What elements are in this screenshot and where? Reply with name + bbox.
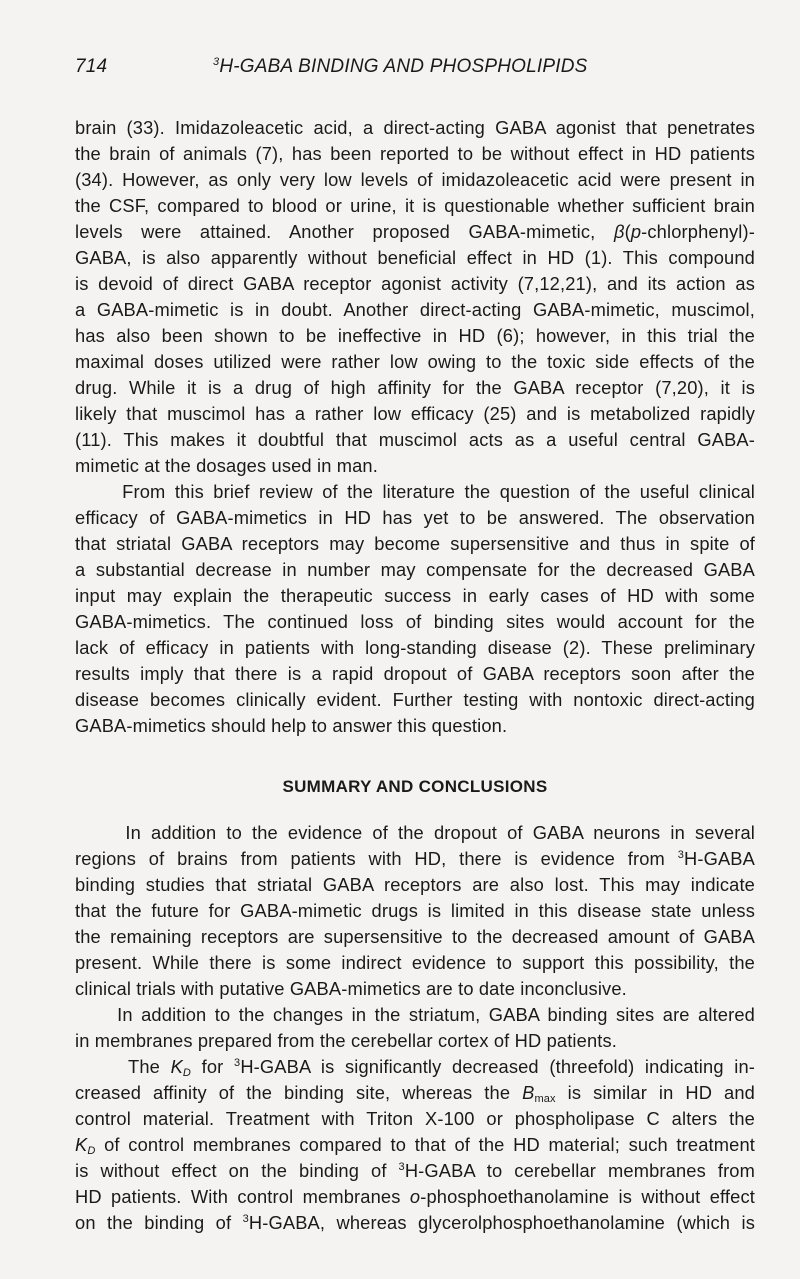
text-line: on the binding of $^3$H-GABA, whereas glycerolphosphoethanolamine (which is (75, 1212, 755, 1233)
text-line: HD patients. With control membranes o-phosphoethanolamine is without effect (75, 1186, 755, 1207)
text-line: input may explain the therapeutic success in early cases of HD with some (75, 585, 755, 606)
text-line: regions of brains from patients with HD, there is evidence from $^3$H-GABA (75, 848, 755, 869)
paragraph-2 (75, 479, 755, 739)
text-line: control material. Treatment with Triton X-100 or phospholipase C alters the (75, 1108, 755, 1129)
paragraph-3 (75, 820, 755, 1002)
text-line: levels were attained. Another proposed GABA-mimetic, β(p-chlorphenyl)- (75, 221, 755, 242)
text-line: lack of efficacy in patients with long-standing disease (2). These preliminary (75, 637, 755, 658)
text-line: a substantial decrease in number may compensate for the decreased GABA (75, 559, 755, 580)
text-line: brain (33). Imidazoleacetic acid, a direct-acting GABA agonist that penetrates (75, 117, 755, 138)
text-line: The $K_D$ for $^3$H-GABA is significantly decreased (threefold) indicating in- (128, 1056, 756, 1079)
running-title: H-GABA BINDING AND PHOSPHOLIPIDS (219, 56, 588, 77)
text-line: in membranes prepared from the cerebellar cortex of HD patients. (75, 1030, 618, 1051)
text-line: (11). This makes it doubtful that muscimol acts as a useful central GABA- (75, 429, 755, 450)
text-line: present. While there is some indirect evidence to support this possibility, the (75, 952, 755, 973)
paragraph-1 (75, 115, 755, 479)
book-page (75, 56, 755, 1236)
page-number: 714 (75, 56, 108, 77)
text-line: is devoid of direct GABA receptor agonist activity (7,12,21), and its action as (75, 273, 755, 294)
section-heading: SUMMARY AND CONCLUSIONS (282, 777, 548, 796)
text-line: that striatal GABA receptors may become supersensitive and thus in spite of (75, 533, 755, 554)
text-line: the brain of animals (7), has been reported to be without effect in HD patients (75, 143, 755, 164)
text-line: clinical trials with putative GABA-mimetics are to date inconclusive. (75, 978, 627, 999)
paragraph-5 (75, 1054, 755, 1236)
paragraph-4 (75, 1002, 755, 1054)
text-line: disease becomes clinically evident. Further testing with nontoxic direct-acting (75, 689, 755, 710)
text-line: (34). However, as only very low levels of imidazoleacetic acid were present in (75, 169, 755, 190)
text-line: a GABA-mimetic is in doubt. Another direct-acting GABA-mimetic, muscimol, (75, 299, 755, 320)
text-line: has also been shown to be ineffective in HD (6); however, in this trial the (75, 325, 755, 346)
text-line: efficacy of GABA-mimetics in HD has yet to be answered. The observation (75, 507, 755, 528)
text-line: is without effect on the binding of $^3$H-GABA to cerebellar membranes from (75, 1160, 756, 1181)
beta-symbol: β (613, 221, 625, 242)
text-line: the CSF, compared to blood or urine, it is questionable whether sufficient brain (75, 195, 755, 216)
text-line: drug. While it is a drug of high affinity for the GABA receptor (7,20), it is (75, 377, 755, 398)
text-line: mimetic at the dosages used in man. (75, 455, 378, 476)
text-line: From this brief review of the literature the question of the useful clinical (122, 481, 755, 502)
text-line: likely that muscimol has a rather low efficacy (25) and is metabolized rapidly (75, 403, 755, 424)
text-line: the remaining receptors are supersensitive to the decreased amount of GABA (75, 926, 755, 947)
text-line: GABA, is also apparently without beneficial effect in HD (1). This compound (75, 247, 755, 268)
text-line: maximal doses utilized were rather low owing to the toxic side effects of the (75, 351, 755, 372)
chlorphenyl-text: (p-chlorphenyl)- (624, 221, 755, 242)
text-line: binding studies that striatal GABA receptors are also lost. This may indicate (75, 874, 755, 895)
text-line: results imply that there is a rapid dropout of GABA receptors soon after the (75, 663, 755, 684)
text-line: $K_D$ of control membranes compared to that of the HD material; such treatment (75, 1134, 756, 1157)
text-line: GABA-mimetics should help to answer this question. (75, 715, 508, 736)
running-head (75, 56, 755, 78)
text-line: creased affinity of the binding site, whereas the $B_{max}$ is similar in HD and (75, 1082, 755, 1105)
running-title-isotope: 3 (213, 56, 220, 68)
text-line: GABA-mimetics. The continued loss of binding sites would account for the (75, 611, 755, 632)
text-line: In addition to the changes in the striatum, GABA binding sites are altered (117, 1004, 756, 1025)
text-line: that the future for GABA-mimetic drugs is limited in this disease state unless (75, 900, 755, 921)
text-line: In addition to the evidence of the dropout of GABA neurons in several (125, 822, 755, 843)
